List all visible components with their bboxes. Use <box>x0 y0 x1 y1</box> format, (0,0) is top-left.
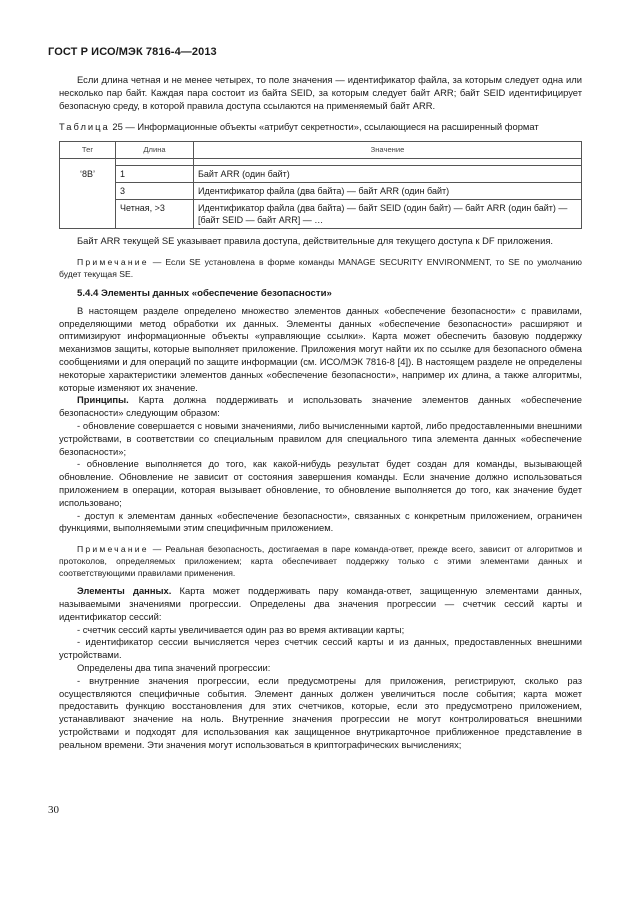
header-tag: Тег <box>60 142 116 159</box>
list-item: - обновление выполняется до того, как какой-нибудь результат будет создан для команды, вызывающей обновление. Обновление не зависит от состояния завершения команды. Если значение должно использоваться приложением в операции, которая вызывает обновление, то обновление выполняется до того, как значение будет использовано; <box>59 458 582 508</box>
principles-label: Принципы. <box>77 394 129 406</box>
data-elements-text: Карта может поддерживать пару команда-ответ, защищенную элементами данных, называемыми значениями прогрессии. Определены два значения прогрессии — счетчик сессий карты и идентификатор сессий: <box>59 585 583 622</box>
table-caption-label: Таблица <box>59 121 110 133</box>
list-item: - обновление совершается с новыми значениями, либо вычисленными картой, либо предоставленными внешними устройствами, в соответствии со специальным правилом для специального типа элемента данных «обеспечение безопасности»; <box>59 419 582 457</box>
cell-length: 1 <box>116 166 194 183</box>
table-row <box>60 183 582 200</box>
table-row <box>60 200 582 229</box>
cell-value: Идентификатор файла (два байта) — байт SEID (один байт) — байт ARR (один байт) — [байт SEID — байт ARR] — … <box>194 200 582 229</box>
table-gap-row <box>60 159 582 166</box>
list-item: - внутренние значения прогрессии, если предусмотрены для приложения, регистрируют, сколько раз осуществляются специфичные события. Элемент данных должен увеличиться после события; карта может предоставить функцию восстановления для этих счетчиков, которые, если это предусмотрено приложением, устанавливают значение на ноль. Внутренние значения прогрессии не могут контролироваться внешними устройствами и подходят для использования как защищенное внутрикарточное приближенное представление в реальном времени. Эти значения могут использоваться в криптографических вычислениях; <box>59 674 582 750</box>
note-1-label: Примечание <box>77 256 149 267</box>
note-2 <box>59 543 582 579</box>
list-item: - счетчик сессий карты увеличивается один раз во время активации карты; <box>77 623 405 635</box>
types-intro: Определены два типа значений прогрессии: <box>77 661 271 673</box>
cell-tag: ‘8B’ <box>60 166 116 183</box>
intro-paragraph: Если длина четная и не менее четырех, то поле значения — идентификатор файла, за которым следует одна или несколько пар байт. Каждая пара состоит из байта SEID, за которым следует байт ARR; байт SEID идентифицирует безопасную среду, в которой правила доступа ссылаются на применяемый байт ARR. <box>59 74 582 111</box>
page-content <box>59 74 582 751</box>
note-2-label: Примечание <box>77 544 149 555</box>
table-caption <box>59 121 582 134</box>
principles-paragraph <box>59 394 582 420</box>
note-2-text: — Реальная безопасность, достигаемая в паре команда-ответ, прежде всего, зависит от алгоритмов и протоколов, определяемых приложением; карта обеспечивает поддержку только с этими элементами данных и соответствующими правилами применения. <box>59 544 582 579</box>
list-item: - доступ к элементам данных «обеспечение безопасности», связанных с конкретным приложением, ограничен функциями, выполняемыми этим специфичным приложением. <box>59 509 582 534</box>
cell-tag <box>60 200 116 229</box>
page-number: 30 <box>48 804 59 816</box>
list-item: - идентификатор сессии вычисляется через счетчик сессий карты и из данных, предоставленных внешними устройствами. <box>59 636 582 661</box>
table-row <box>60 166 582 183</box>
header-value: Значение <box>194 142 582 159</box>
data-elements-label: Элементы данных. <box>77 585 172 597</box>
cell-length: 3 <box>116 183 194 200</box>
cell-length: Четная, >3 <box>116 200 194 229</box>
after-table-paragraph: Байт ARR текущей SE указывает правила доступа, действительные для текущего доступа к DF приложения. <box>77 235 553 247</box>
note-1 <box>59 256 582 280</box>
cell-tag <box>60 183 116 200</box>
cell-value: Идентификатор файла (два байта) — байт ARR (один байт) <box>194 183 582 200</box>
principles-text: Карта должна поддерживать и использовать значение элементов данных «обеспечение безопасности» следующим образом: <box>59 394 582 419</box>
page-header: ГОСТ Р ИСО/МЭК 7816-4—2013 <box>48 46 217 58</box>
attribute-table <box>59 141 582 229</box>
cell-value: Байт ARR (один байт) <box>194 166 582 183</box>
section-heading: 5.4.4 Элементы данных «обеспечение безопасности» <box>77 287 332 299</box>
note-1-text: — Если SE установлена в форме команды MANAGE SECURITY ENVIRONMENT, то SE по умолчанию будет текущая SE. <box>59 256 582 279</box>
section-paragraph-1: В настоящем разделе определено множество элементов данных «обеспечение безопасности» с правилами, определяющими метод обработки их данных. Элементы данных «обеспечение безопасности» расширяют и оптимизируют информационные объекты «управляющие ссылки». Карта может обеспечить базовую поддержку механизмов защиты, которые выполняет приложение. Приложения могут найти их по ссылке для безопасного обмена сообщениями и для операций по защите информации (см. ИСО/МЭК 7816-8 [4]). В настоящем разделе не определены некоторые характеристики элементов данных «обеспечение безопасности», например их длина, а также алгоритмы, которые изменяют их значение. <box>59 304 582 393</box>
table-header-row <box>60 142 582 159</box>
data-elements-paragraph <box>59 585 582 623</box>
table-caption-text: 25 — Информационные объекты «атрибут секретности», ссылающиеся на расширенный формат <box>112 121 539 133</box>
header-length: Длина <box>116 142 194 159</box>
